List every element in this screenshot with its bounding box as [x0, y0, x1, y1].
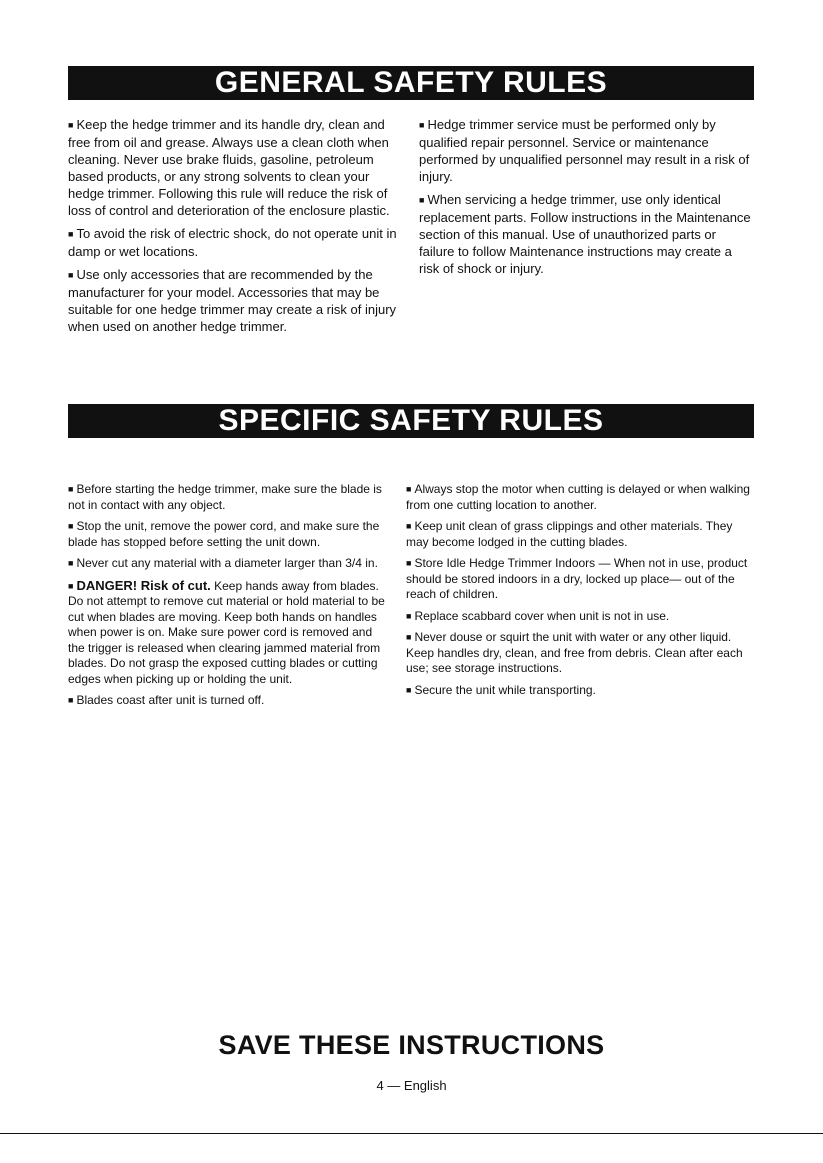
specific-rule: ■ Stop the unit, remove the power cord, and make sure the blade has stopped before setting the unit down. [68, 519, 380, 549]
general-rule: ■ Hedge trimmer service must be performed only by qualified repair personnel. Service or maintenance performed by unqualified personnel may result in a risk of injury. [419, 117, 750, 184]
general-rule: ■ To avoid the risk of electric shock, do not operate unit in damp or wet locations. [68, 226, 397, 259]
specific-rule: ■ Before starting the hedge trimmer, make sure the blade is not in contact with any object. [68, 482, 382, 512]
save-instructions-heading: SAVE THESE INSTRUCTIONS [218, 1030, 605, 1060]
bullet-icon: ■ [406, 610, 412, 621]
specific-rule: ■ Secure the unit while transporting. [406, 682, 596, 697]
bullet-icon: ■ [406, 484, 412, 494]
general-rule: ■ When servicing a hedge trimmer, use only identical replacement parts. Follow instructions in the Maintenance section of this manual. Use of unauthorized parts or failure to follow Maintenance instructions may create a risk of shock or injury. [419, 192, 751, 276]
specific-rule: ■ Never cut any material with a diameter larger than 3/4 in. [68, 556, 378, 570]
bullet-icon: ■ [406, 521, 412, 531]
general-rule: ■ Keep the hedge trimmer and its handle dry, clean and free from oil and grease. Always use a clean cloth when cleaning. Never use brake fluids, gasoline, petroleum based products, or any strong solvents to clean your hedge trimmer. Following this rule will reduce the risk of loss of control and deterioration of the enclosure plastic. [68, 117, 390, 218]
bullet-icon: ■ [68, 484, 74, 494]
bullet-icon: ■ [406, 558, 412, 568]
bullet-icon: ■ [419, 195, 425, 205]
specific-rule: ■ Store Idle Hedge Trimmer Indoors — When not in use, product should be stored indoors in a dry, locked up place— out of the reach of children. [406, 556, 748, 601]
bullet-icon: ■ [68, 521, 74, 531]
bullet-icon: ■ [419, 120, 425, 130]
bottom-divider [0, 1133, 823, 1134]
bullet-icon: ■ [68, 580, 74, 591]
specific-rule: ■ Blades coast after unit is turned off. [68, 693, 265, 707]
specific-rule: ■ Keep unit clean of grass clippings and other materials. They may become lodged in the cutting blades. [406, 519, 733, 549]
bullet-icon: ■ [68, 558, 74, 568]
bullet-icon: ■ [68, 120, 74, 130]
general-rules-right-column [419, 116, 753, 283]
bullet-icon: ■ [406, 632, 412, 642]
specific-rule: ■ Replace scabbard cover when unit is not in use. [406, 608, 670, 623]
specific-safety-rules-heading: SPECIFIC SAFETY RULES [68, 404, 754, 438]
specific-rule: ■ Never douse or squirt the unit with water or any other liquid. Keep handles dry, clean, and free from debris. Clean after each use; see storage instructions. [406, 630, 743, 675]
general-safety-rules-heading: GENERAL SAFETY RULES [68, 66, 754, 100]
specific-rules-left-column [68, 482, 386, 715]
specific-rule-danger: ■ DANGER! Risk of cut. Keep hands away from blades. Do not attempt to remove cut material or hold material to be cut when blades are moving. Keep both hands on handles when power is on. Make sure power cord is removed and the trigger is released when clearing jammed material from blades. Do not grasp the exposed cutting blades or cutting edges when picking up or holding the unit. [68, 577, 385, 686]
bullet-icon: ■ [68, 270, 74, 280]
bullet-icon: ■ [68, 229, 74, 239]
specific-rules-right-column [406, 482, 754, 704]
general-rules-left-column [68, 116, 402, 341]
danger-label: DANGER! Risk of cut. [76, 577, 211, 593]
bullet-icon: ■ [68, 695, 74, 705]
specific-rule: ■ Always stop the motor when cutting is delayed or when walking from one cutting location to another. [406, 482, 750, 512]
bullet-icon: ■ [406, 684, 412, 695]
general-rule: ■ Use only accessories that are recommended by the manufacturer for your model. Accessories that may be suitable for one hedge trimmer may create a risk of injury when used on another hedge trimmer. [68, 267, 397, 334]
page-footer: 4 — English [376, 1078, 447, 1093]
